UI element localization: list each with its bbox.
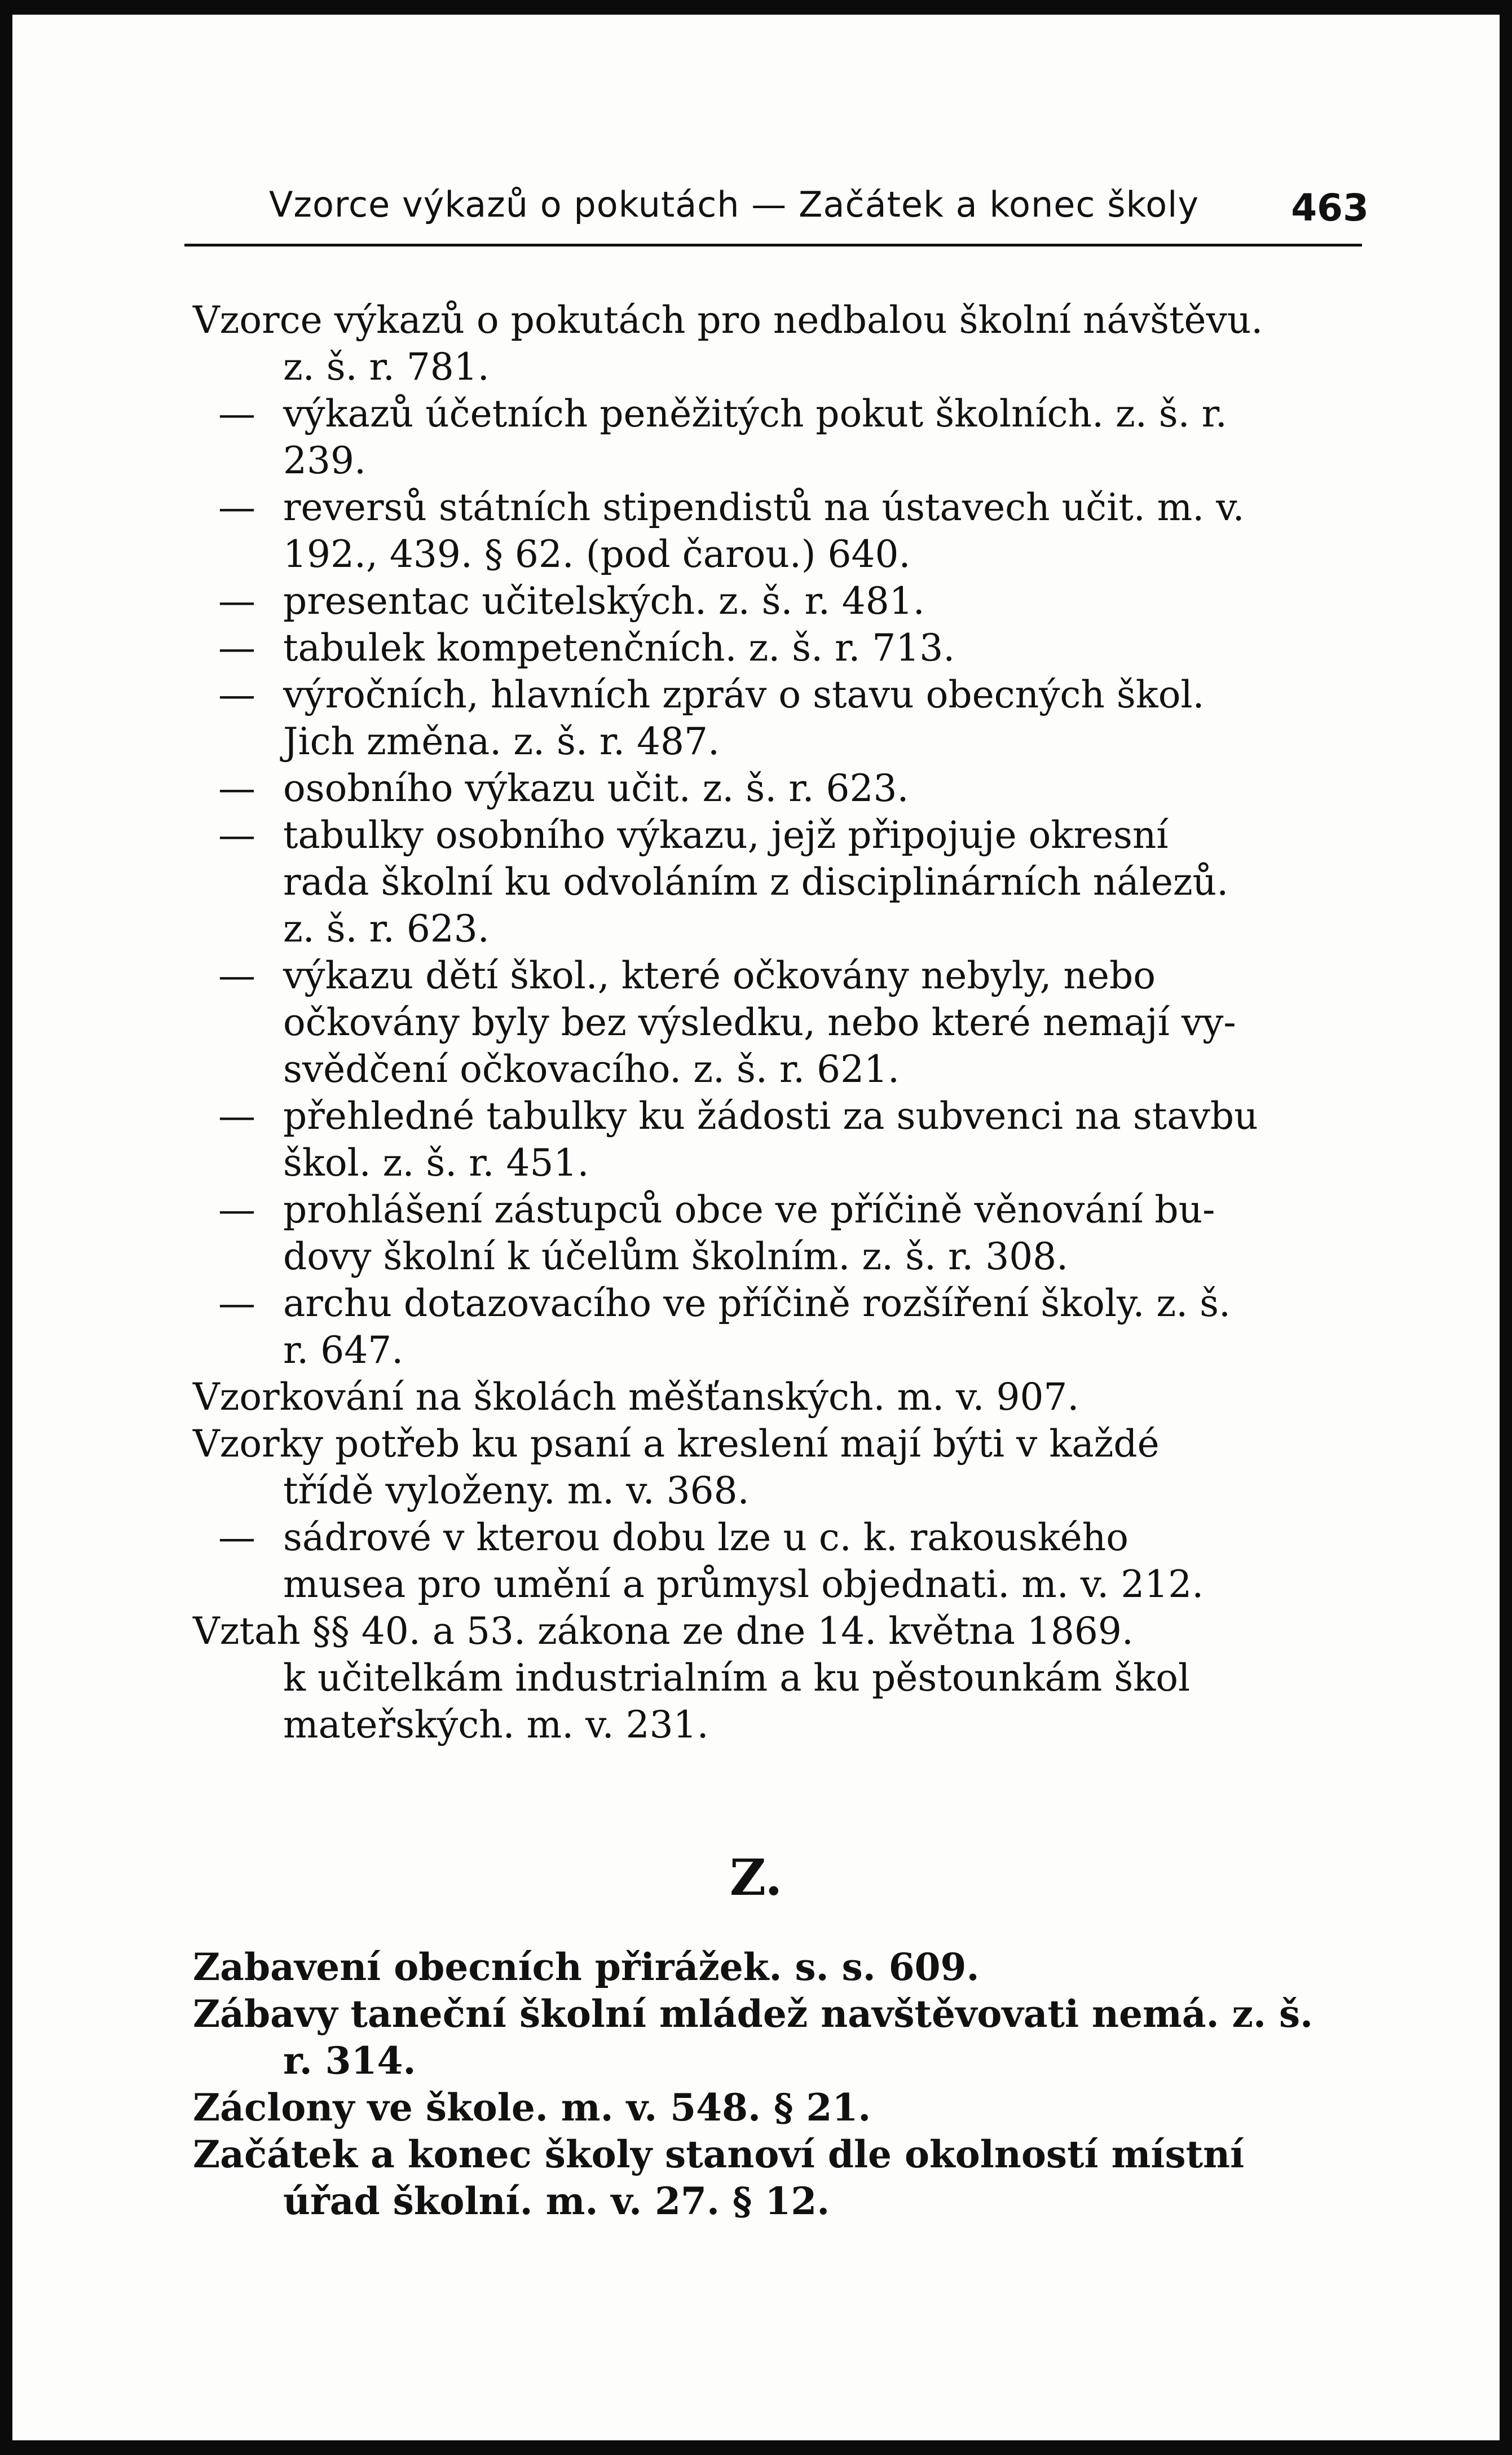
entry-line: škol. z. š. r. 451. (283, 1141, 589, 1185)
continuation-dash: — (218, 1516, 255, 1559)
continuation-dash: — (218, 673, 255, 716)
entry-line: prohlášení zástupců obce ve příčině věnování bu- (283, 1188, 1215, 1231)
entry-line: sádrové v kterou dobu lze u c. k. rakouského (283, 1516, 1129, 1559)
continuation-dash: — (218, 626, 255, 670)
index-entry (193, 671, 1369, 765)
header-divider (184, 244, 1362, 247)
entry-line: Zábavy taneční školní mládež navštěvovati nemá. z. š. (193, 1992, 1313, 2036)
index-entry (193, 1186, 1369, 1280)
entry-line: třídě vyloženy. m. v. 368. (283, 1469, 750, 1512)
index-entries-v (193, 297, 1369, 1748)
entry-line: z. š. r. 623. (283, 907, 490, 951)
entry-line: tabulky osobního výkazu, jejž připojuje okresní (283, 813, 1169, 857)
index-entry (193, 765, 1369, 812)
index-entry (193, 1944, 1369, 1991)
continuation-dash: — (218, 1094, 255, 1138)
continuation-dash: — (218, 954, 255, 997)
index-entry (193, 578, 1369, 624)
section-letter: Z. (729, 1848, 783, 1907)
entry-line: Jich změna. z. š. r. 487. (283, 720, 720, 763)
running-header (269, 179, 1369, 230)
continuation-dash: — (218, 1282, 255, 1325)
entry-line: reversů státních stipendistů na ústavech učit. m. v. (283, 486, 1245, 529)
index-entry (193, 297, 1369, 390)
entry-line: musea pro umění a průmysl objednati. m. v. 212. (283, 1563, 1204, 1606)
entry-line: Vztah §§ 40. a 53. zákona ze dne 14. května 1869. (193, 1609, 1134, 1653)
entry-line: Záclony ve škole. m. v. 548. § 21. (193, 2086, 871, 2130)
entry-line: svědčení očkovacího. z. š. r. 621. (283, 1048, 900, 1091)
entry-line: výročních, hlavních zpráv o stavu obecných škol. (283, 673, 1205, 716)
continuation-dash: — (218, 1188, 255, 1231)
entry-line: Vzorce výkazů o pokutách pro nedbalou školní návštěvu. (193, 298, 1263, 342)
page-number: 463 (1291, 186, 1369, 230)
index-entry (193, 484, 1369, 578)
index-entry (193, 1280, 1369, 1374)
entry-line: Zabavení obecních přirážek. s. s. 609. (193, 1945, 980, 1989)
entry-line: mateřských. m. v. 231. (283, 1703, 709, 1746)
entry-line: archu dotazovacího ve příčině rozšíření školy. z. š. (283, 1282, 1231, 1325)
continuation-dash: — (218, 392, 255, 435)
index-entry (193, 952, 1369, 1093)
continuation-dash: — (218, 579, 255, 623)
index-entry (193, 812, 1369, 952)
index-entry (193, 1420, 1369, 1514)
entry-line: Vzorky potřeb ku psaní a kreslení mají býti v každé (193, 1422, 1160, 1466)
index-entry (193, 2131, 1369, 2225)
entry-line: z. š. r. 781. (283, 345, 490, 389)
index-entry (193, 1374, 1369, 1420)
entry-line: očkovány byly bez výsledku, nebo které nemají vy- (283, 1001, 1236, 1044)
continuation-dash: — (218, 767, 255, 810)
index-entry (193, 1991, 1369, 2084)
entry-line: rada školní ku odvoláním z disciplinárních nálezů. (283, 860, 1229, 904)
index-entry (193, 1093, 1369, 1186)
entry-line: Vzorkování na školách měšťanských. m. v. 907. (193, 1375, 1079, 1419)
index-entry (193, 2084, 1369, 2131)
entry-line: presentac učitelských. z. š. r. 481. (283, 579, 925, 623)
index-entries-z (193, 1944, 1369, 2225)
continuation-dash: — (218, 813, 255, 857)
index-entry (193, 1608, 1369, 1748)
index-entry (193, 390, 1369, 484)
entry-line: osobního výkazu učit. z. š. r. 623. (283, 767, 909, 810)
index-entry (193, 1514, 1369, 1608)
book-page (12, 15, 1500, 2440)
entry-line: 192., 439. § 62. (pod čarou.) 640. (283, 533, 911, 576)
header-title: Vzorce výkazů o pokutách — Začátek a konec školy (269, 184, 1200, 225)
entry-line: 239. (283, 439, 366, 482)
entry-line: výkazů účetních peněžitých pokut školních. z. š. r. (283, 392, 1227, 435)
entry-line: dovy školní k účelům školním. z. š. r. 308. (283, 1235, 1069, 1278)
entry-line: r. 647. (283, 1328, 404, 1372)
entry-line: přehledné tabulky ku žádosti za subvenci na stavbu (283, 1094, 1258, 1138)
index-entry (193, 624, 1369, 671)
entry-line: výkazu dětí škol., které očkovány nebyly, nebo (283, 954, 1156, 997)
entry-line: úřad školní. m. v. 27. § 12. (283, 2179, 830, 2223)
continuation-dash: — (218, 486, 255, 529)
entry-line: tabulek kompetenčních. z. š. r. 713. (283, 626, 955, 670)
entry-line: r. 314. (283, 2039, 416, 2083)
entry-line: Začátek a konec školy stanoví dle okolností místní (193, 2132, 1245, 2176)
entry-line: k učitelkám industrialním a ku pěstounkám škol (283, 1656, 1191, 1700)
